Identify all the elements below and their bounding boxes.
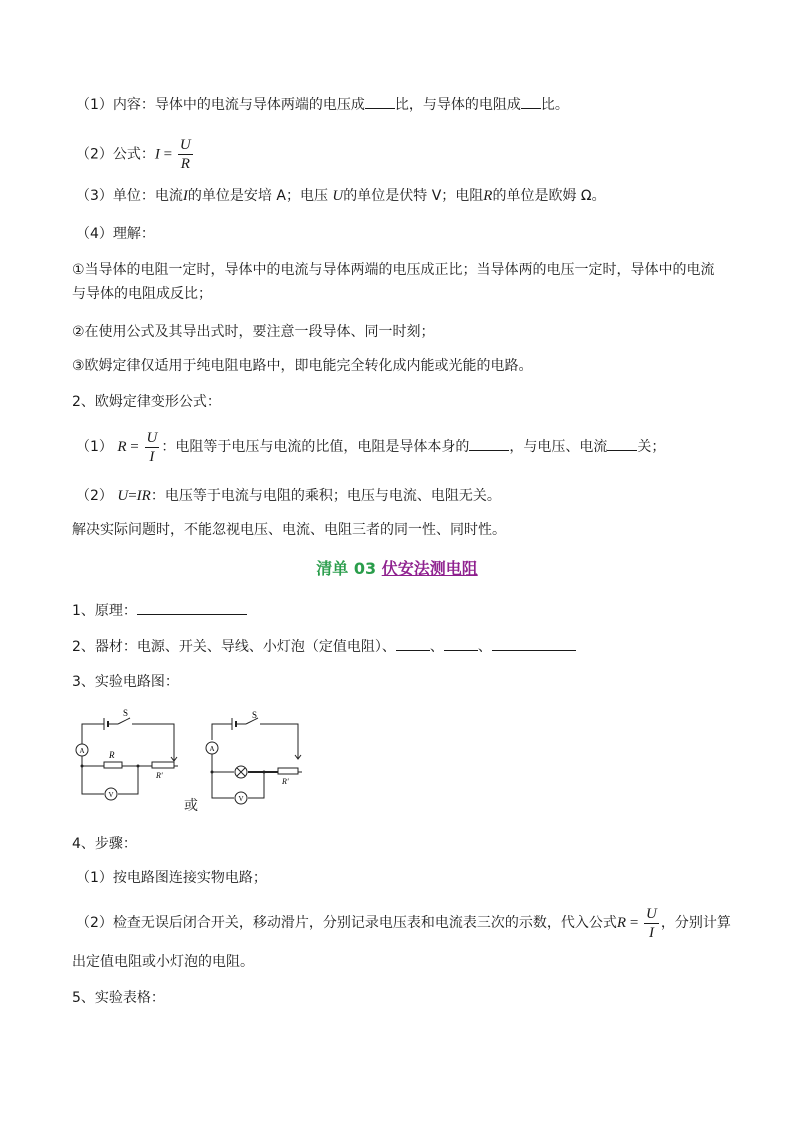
section-2-title: 2、欧姆定律变形公式：: [72, 394, 221, 410]
voltmeter-label: V: [108, 791, 114, 799]
formula-line: [76, 136, 195, 173]
formula-fraction: [178, 136, 193, 173]
symbol-u: U: [117, 488, 129, 504]
unit-text: 的单位是欧姆 Ω。: [492, 188, 606, 204]
formula-text: ：电压等于电流与电阻的乘积；电压与电流、电阻无关。: [150, 488, 501, 504]
equipment-text: 2、器材：电源、开关、导线、小灯泡（定值电阻）、: [72, 639, 396, 655]
ammeter-label: A: [209, 745, 215, 753]
step-text: ，分别计算: [660, 915, 731, 931]
formula-lhs: R: [117, 439, 127, 455]
voltmeter-label: V: [238, 795, 244, 803]
fraction-denominator: I: [648, 924, 654, 941]
formula-eq: =: [128, 488, 137, 504]
formula-fraction: [145, 429, 160, 466]
step-2-cont: 出定值电阻或小灯泡的电阻。: [72, 954, 254, 970]
symbol-i: I: [182, 188, 188, 204]
answer-blank[interactable]: [607, 436, 637, 451]
separator: 、: [429, 639, 444, 655]
or-label: 或: [184, 798, 198, 814]
step-1: （1）按电路图连接实物电路；: [76, 870, 267, 886]
heading-title: 伏安法测电阻: [381, 559, 478, 578]
formula-lhs: I: [154, 146, 160, 163]
principle-label: 1、原理：: [72, 603, 137, 619]
rheostat-label: R': [282, 777, 289, 786]
rheostat-label: R': [156, 771, 163, 780]
formula-eq: =: [126, 439, 143, 455]
unit-text: 的单位是安培 A；电压: [187, 188, 333, 204]
diagram-title: 3、实验电路图：: [72, 674, 179, 690]
content-text: （1）内容：导体中的电流与导体两端的电压成: [76, 97, 365, 113]
formula-label: （1）: [76, 439, 118, 455]
answer-blank[interactable]: [365, 94, 395, 109]
step-text: （2）检查无误后闭合开关，移动滑片，分别记录电压表和电流表三次的示数，代入公式: [76, 915, 617, 931]
answer-blank[interactable]: [492, 636, 576, 651]
unit-line: [76, 186, 606, 206]
formula-label: （2）公式：: [76, 146, 155, 163]
switch-label: S: [252, 710, 258, 720]
formula-lhs: R: [616, 915, 627, 931]
formula-text: ：电阻等于电压与电流的比值，电阻是导体本身的: [161, 439, 470, 455]
ammeter-label: A: [79, 747, 85, 755]
formula-eq: =: [159, 146, 176, 163]
answer-blank[interactable]: [444, 636, 478, 651]
fraction-numerator: U: [146, 429, 158, 446]
content-line: [76, 94, 569, 115]
formula-text: 关；: [637, 439, 666, 455]
content-text: 比。: [540, 97, 569, 113]
content-text: 比，与导体的电阻成: [394, 97, 521, 113]
understanding-item-2: ②在使用公式及其导出式时，要注意一段导体、同一时刻；: [72, 324, 435, 340]
principle-line: [72, 600, 247, 621]
symbol-u: U: [332, 188, 344, 204]
understanding-item-1a: ①当导体的电阻一定时，导体中的电流与导体两端的电压成正比；当导体两的电压一定时，导体中的电流: [72, 262, 715, 278]
formula-fraction: [644, 905, 659, 942]
heading-number: 清单 03: [316, 559, 382, 578]
symbol-r: R: [483, 188, 493, 204]
answer-blank[interactable]: [137, 600, 247, 615]
resistor-label: R: [109, 750, 115, 760]
variant-formula-1: [76, 428, 665, 466]
symbol-ir: IR: [136, 488, 151, 504]
section-3-heading: [0, 556, 794, 579]
fraction-numerator: U: [646, 905, 657, 922]
unit-text: 的单位是伏特 V；电阻: [343, 188, 484, 204]
variant-formula-2: [76, 486, 501, 506]
equipment-line: [72, 636, 576, 657]
separator: 、: [477, 639, 492, 655]
step-2: [76, 904, 731, 942]
circuit-diagram-resistor: [70, 704, 190, 804]
answer-blank[interactable]: [396, 636, 430, 651]
understanding-item-3: ③欧姆定律仅适用于纯电阻电路中，即电能完全转化成内能或光能的电路。: [72, 358, 533, 374]
answer-blank[interactable]: [469, 436, 509, 451]
fraction-denominator: I: [149, 448, 155, 465]
switch-label: S: [123, 708, 129, 718]
note-line: 解决实际问题时，不能忽视电压、电流、电阻三者的同一性、同时性。: [72, 522, 506, 538]
formula-label: （2）: [76, 488, 118, 504]
answer-blank[interactable]: [521, 94, 541, 109]
fraction-denominator: R: [180, 156, 190, 172]
circuit-diagram-bulb: [202, 710, 312, 810]
table-title: 5、实验表格：: [72, 990, 165, 1006]
steps-title: 4、步骤：: [72, 836, 137, 852]
formula-eq: =: [626, 915, 643, 931]
understanding-item-1b: 与导体的电阻成反比；: [72, 286, 212, 302]
understanding-title: （4）理解：: [76, 226, 155, 242]
formula-text: ，与电压、电流: [509, 439, 608, 455]
unit-text: （3）单位：电流: [76, 188, 183, 204]
fraction-numerator: U: [179, 137, 191, 153]
